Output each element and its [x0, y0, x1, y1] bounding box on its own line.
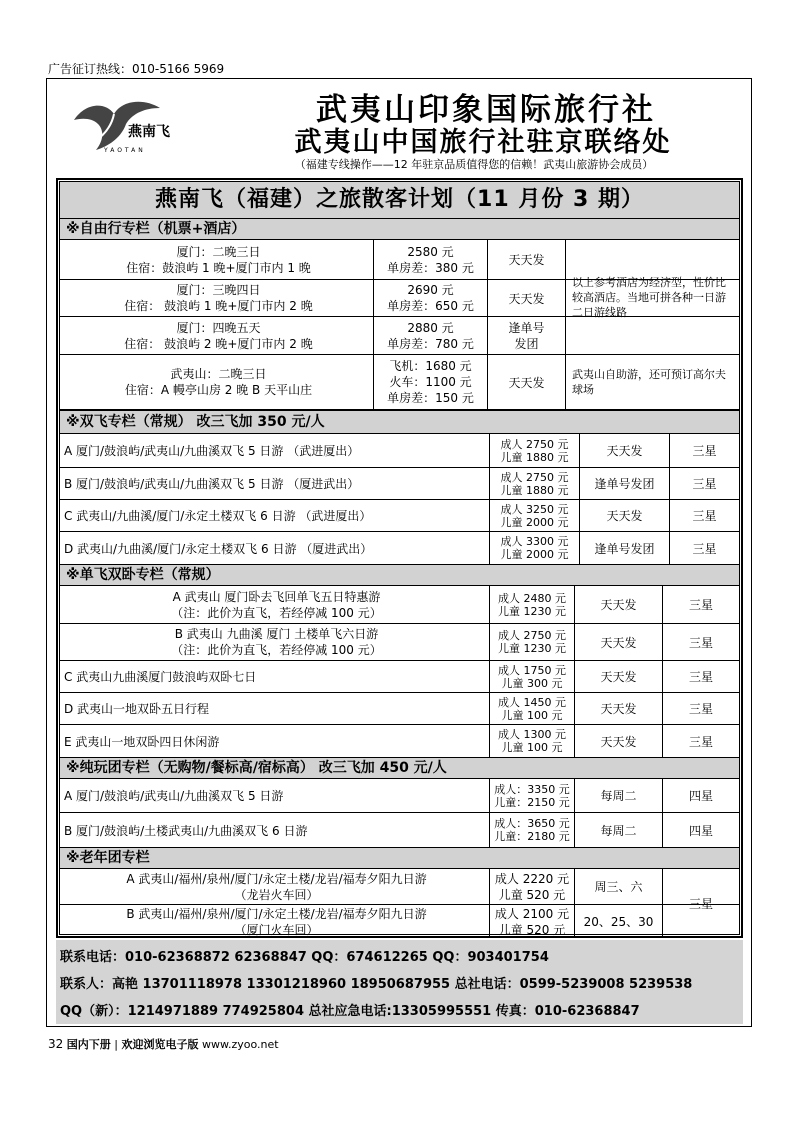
departure: 逢单号发团 [579, 532, 669, 564]
table-row [60, 813, 739, 847]
route-line2: 住宿：A 幔亭山房 2 晚 B 天平山庄 [124, 383, 313, 397]
departure: 天天发 [574, 693, 662, 724]
departure: 20、25、30 [574, 905, 662, 938]
swallow-logo [64, 94, 184, 156]
route: C 武夷山/九曲溪/厦门/永定土楼双飞 6 日游 （武进厦出） [64, 509, 372, 523]
adult-price: 成人 2750 元 [500, 470, 569, 484]
adult-price: 成人 1750 元 [498, 663, 566, 677]
child-price: 儿童 1880 元 [500, 483, 569, 497]
hotel-star: 四星 [662, 813, 739, 847]
contact-person-line: 联系人：高艳 13701118978 13301218960 18950687955 总社电话：0599-5239008 5239538 [60, 977, 693, 992]
adult-price: 成人：3350 元 [494, 782, 570, 796]
hotel-star: 三星 [669, 468, 739, 499]
route: C 武夷山九曲溪厦门鼓浪屿双卧七日 [64, 670, 257, 684]
adult-price: 成人 1300 元 [498, 728, 566, 741]
hotel-star: 三星 [662, 624, 739, 660]
hotel-note: 以上参考酒店为经济型，性价比较高酒店。当地可拼各种一日游二日游线路 [565, 240, 739, 355]
single-supplement: 单房差：380 元 [387, 260, 474, 275]
departure: 天天发 [579, 434, 669, 467]
hotel-star: 三星 [669, 532, 739, 564]
departure-line1: 逢单号 [508, 320, 545, 335]
route-note: （龙岩火车回） [234, 887, 319, 902]
site-url[interactable]: www.zyoo.net [201, 1038, 279, 1051]
table-row [60, 779, 739, 813]
section-header-pure-tour: ※纯玩团专栏（无购物/餐标高/宿标高） 改三飞加 450 元/人 [60, 757, 739, 779]
route-line1: A 武夷山/福州/泉州/厦门/永定土楼/龙岩/福寿夕阳九日游 [126, 871, 427, 886]
section-header-round-flight: ※双飞专栏（常规） 改三飞加 350 元/人 [60, 410, 739, 434]
departure: 每周二 [574, 813, 662, 847]
table-row [60, 624, 739, 661]
departure: 天天发 [579, 500, 669, 531]
departure: 天天发 [574, 661, 662, 692]
table-row [60, 869, 739, 905]
departure: 天天发 [487, 355, 565, 409]
route: E 武夷山一地双卧四日休闲游 [64, 734, 220, 749]
route-line1: 厦门：三晚四日 [176, 283, 261, 297]
table-row [60, 532, 739, 564]
departure: 逢单号发团 [579, 468, 669, 499]
adult-price: 成人 2750 元 [498, 629, 566, 642]
departure: 天天发 [574, 586, 662, 623]
single-supplement: 单房差：650 元 [387, 299, 474, 313]
hotel-star: 三星 [662, 725, 739, 757]
adult-price: 成人 1450 元 [498, 695, 566, 709]
route-note: （厦门火车回） [234, 922, 319, 937]
child-price: 儿童 520 元 [498, 922, 566, 937]
adult-price: 成人：3650 元 [494, 817, 570, 830]
route: A 厦门/鼓浪屿/武夷山/九曲溪双飞 5 日游 （武进厦出） [64, 444, 360, 458]
route: D 武夷山/九曲溪/厦门/永定土楼双飞 6 日游 （厦进武出） [64, 541, 373, 556]
hotel-star: 三星 [662, 693, 739, 724]
hotel-star: 四星 [662, 779, 739, 812]
route-line2: 住宿： 鼓浪屿 2 晚+厦门市内 2 晚 [124, 336, 313, 351]
logo-text: 燕南飞 [128, 124, 170, 140]
child-price: 儿童 2000 元 [500, 548, 569, 561]
agency-liaison-office: 武夷山中国旅行社驻京联络处 [294, 127, 672, 158]
route: B 厦门/鼓浪屿/武夷山/九曲溪双飞 5 日游 （厦进武出） [64, 477, 360, 491]
single-supplement: 单房差：780 元 [387, 336, 474, 351]
child-price: 儿童 1230 元 [498, 642, 566, 655]
section-header-flight-sleeper: ※单飞双卧专栏（常规） [60, 564, 739, 586]
departure: 天天发 [487, 240, 565, 279]
price: 2690 元 [407, 283, 454, 297]
self-guided-note: 武夷山自助游，还可预订高尔夫球场 [565, 355, 739, 410]
route-line1: B 武夷山/福州/泉州/厦门/永定土楼/龙岩/福寿夕阳九日游 [126, 906, 427, 921]
table-row [60, 468, 739, 500]
section-header-free-travel: ※自由行专栏（机票+酒店） [60, 218, 739, 240]
departure: 每周二 [574, 779, 662, 812]
section-header-senior-tour: ※老年团专栏 [60, 847, 739, 869]
price: 2880 元 [407, 320, 454, 335]
agency-name: 武夷山印象国际旅行社 [316, 92, 656, 128]
departure: 天天发 [574, 624, 662, 660]
route-line2: 住宿：鼓浪屿 1 晚+厦门市内 1 晚 [126, 260, 311, 275]
child-price: 儿童 300 元 [501, 676, 563, 690]
departure: 周三、六 [574, 869, 662, 904]
child-price: 儿童：2180 元 [494, 830, 570, 843]
route: D 武夷山一地双卧五日行程 [64, 702, 210, 716]
contact-phone-line: 联系电话：010-62368872 62368847 QQ：674612265 QQ：903401754 [60, 950, 549, 965]
price: 2580 元 [407, 244, 454, 259]
table-row [60, 586, 739, 624]
route-line2: 住宿： 鼓浪屿 1 晚+厦门市内 2 晚 [124, 299, 313, 313]
child-price: 儿童 2000 元 [500, 515, 569, 529]
departure-line2: 发团 [514, 336, 539, 351]
price-flight: 飞机：1680 元 [389, 359, 472, 373]
adult-price: 成人 2750 元 [500, 437, 569, 451]
route-line1: 武夷山：二晚三日 [170, 367, 267, 381]
adult-price: 成人 3300 元 [500, 535, 569, 548]
hotel-star: 三星 [662, 586, 739, 623]
table-row [60, 725, 739, 757]
adult-price: 成人 2480 元 [498, 591, 566, 605]
footer-slogan: 欢迎浏览电子版 [121, 1038, 199, 1051]
table-row [60, 905, 739, 938]
single-supplement: 单房差：150 元 [387, 391, 474, 405]
hotel-star: 三星 [662, 661, 739, 692]
child-price: 儿童 100 元 [501, 741, 563, 754]
logo-subtext: YAOTAN [104, 147, 146, 154]
table-row [60, 693, 739, 725]
price-train: 火车：1100 元 [389, 375, 472, 389]
route-note: （注：此价为直飞，若经停减 100 元） [171, 605, 382, 620]
table-row [60, 434, 739, 468]
route-line1: B 武夷山 九曲溪 厦门 土楼单飞六日游 [174, 627, 379, 641]
page-footer: 32 国内下册 | 欢迎浏览电子版 www.zyoo.net [48, 1037, 279, 1051]
route: B 厦门/鼓浪屿/土楼武夷山/九曲溪双飞 6 日游 [64, 823, 308, 838]
child-price: 儿童 100 元 [501, 708, 563, 722]
route-note: （注：此价为直飞，若经停减 100 元） [171, 643, 382, 657]
agency-tagline: （福建专线操作——12 年驻京品质值得您的信赖！武夷山旅游协会成员） [294, 158, 654, 171]
contact-info [56, 940, 743, 1024]
page-number: 32 [48, 1037, 64, 1051]
route-line1: 厦门：二晚三日 [176, 244, 261, 259]
departure: 天天发 [487, 280, 565, 316]
contact-qq-fax-line: QQ（新）：1214971889 774925804 总社应急电话:13305995551 传真：010-62368847 [60, 1004, 640, 1019]
adult-price: 成人 2100 元 [494, 906, 570, 921]
plan-title: 燕南飞（福建）之旅散客计划（11 月份 3 期） [60, 182, 739, 219]
route-line1: A 武夷山 厦门卧去飞回单飞五日特惠游 [172, 589, 381, 604]
adult-price: 成人 2220 元 [494, 871, 570, 886]
tour-plan-table [56, 178, 743, 938]
child-price: 儿童：2150 元 [494, 795, 570, 809]
route-line1: 厦门：四晚五天 [176, 320, 261, 335]
section-name: 国内下册 [66, 1038, 111, 1051]
adult-price: 成人 3250 元 [500, 502, 569, 516]
child-price: 儿童 520 元 [498, 887, 566, 902]
hotel-star: 三星 [669, 500, 739, 531]
child-price: 儿童 1230 元 [498, 604, 566, 618]
ad-hotline: 广告征订热线：010-5166 5969 [48, 62, 225, 76]
route: A 厦门/鼓浪屿/武夷山/九曲溪双飞 5 日游 [64, 789, 284, 803]
departure: 天天发 [574, 725, 662, 757]
table-row [60, 661, 739, 693]
table-row [60, 500, 739, 532]
hotel-star: 三星 [669, 434, 739, 467]
child-price: 儿童 1880 元 [500, 450, 569, 464]
hotel-star: 三星 [662, 869, 739, 938]
